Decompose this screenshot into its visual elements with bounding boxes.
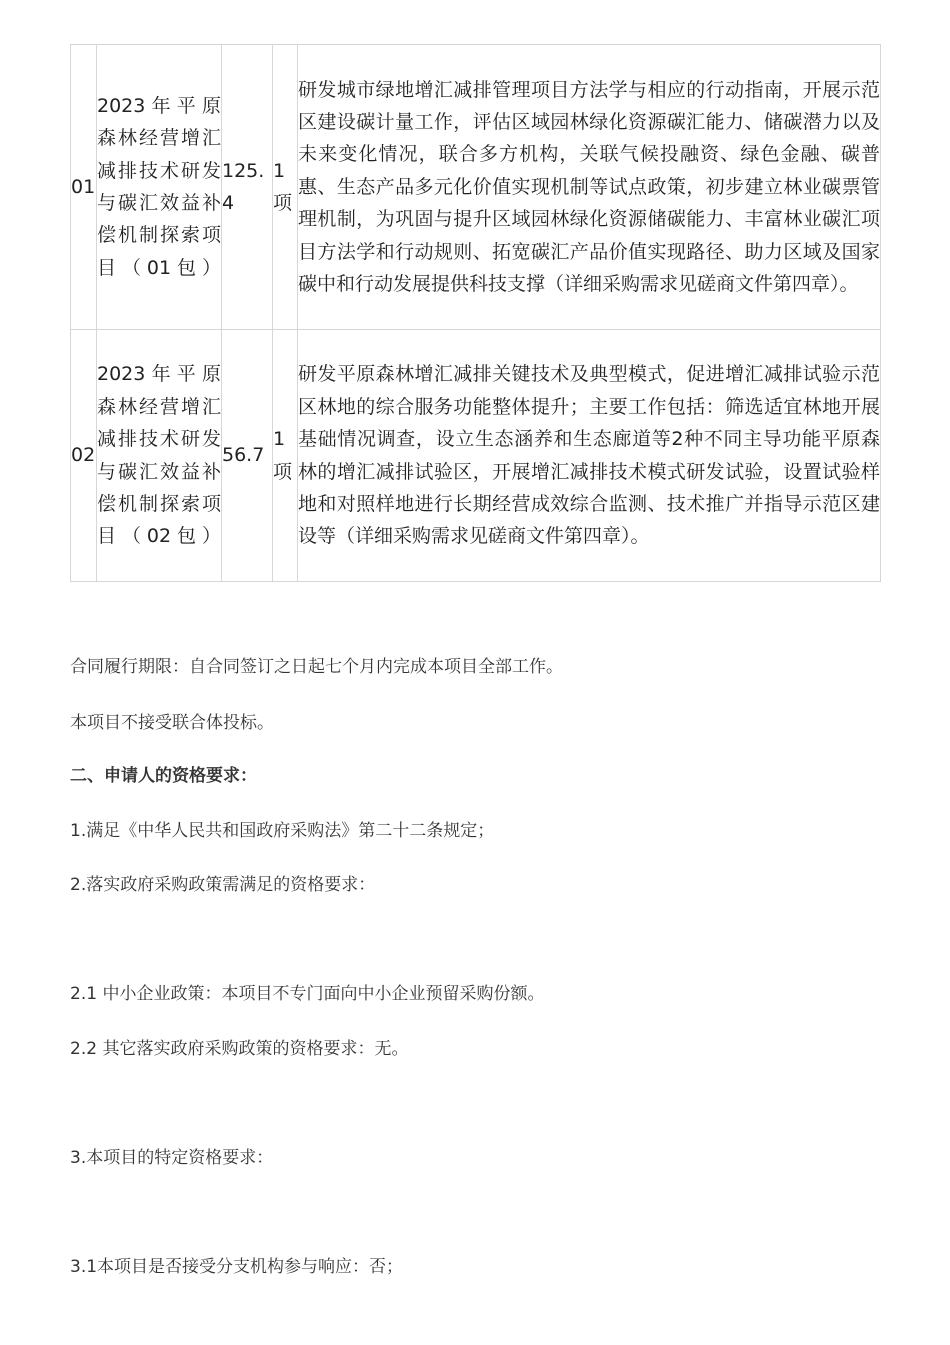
section-heading: 二、申请人的资格要求：: [70, 766, 257, 786]
requirement-2-1-text: 2.1 中小企业政策：本项目不专门面向中小企业预留采购份额。: [70, 984, 545, 1004]
project-name-cell: 2023年平原森林经营增汇减排技术研发与碳汇效益补偿机制探索项目（01包）: [97, 45, 222, 330]
requirement-1-text: 1.满足《中华人民共和国政府采购法》第二十二条规定；: [70, 821, 495, 841]
budget-amount-cell: 56.7: [222, 330, 273, 582]
project-name-cell: 2023年平原森林经营增汇减排技术研发与碳汇效益补偿机制探索项目（02包）: [97, 330, 222, 582]
requirement-3-1-text: 3.1本项目是否接受分支机构参与响应：否；: [70, 1257, 404, 1277]
requirement-description-cell: 研发平原森林增汇减排关键技术及典型模式，促进增汇减排试验示范区林地的综合服务功能整体提升；主要工作包括：筛选适宜林地开展基础情况调查，设立生态涵养和生态廊道等2种不同主导功能平原森林的增汇减排试验区，开展增汇减排技术模式研发试验，设置试验样地和对照样地进行长期经营成效综合监测、技术推广并指导示范区建设等（详细采购需求见磋商文件第四章）。: [298, 330, 881, 582]
table-row: [71, 330, 881, 582]
package-number-cell: 01: [71, 45, 97, 330]
package-number-cell: 02: [71, 330, 97, 582]
procurement-page: [70, 44, 881, 582]
quantity-cell: 1项: [273, 45, 298, 330]
requirement-3-text: 3.本项目的特定资格要求：: [70, 1148, 274, 1168]
no-consortium-text: 本项目不接受联合体投标。: [70, 713, 274, 733]
requirement-2-2-text: 2.2 其它落实政府采购政策的资格要求：无。: [70, 1039, 409, 1059]
quantity-cell: 1项: [273, 330, 298, 582]
requirement-2-text: 2.落实政府采购政策需满足的资格要求：: [70, 875, 376, 895]
procurement-items-table: [70, 44, 881, 582]
table-row: [71, 45, 881, 330]
budget-amount-cell: 125.4: [222, 45, 273, 330]
contract-period-text: 合同履行期限：自合同签订之日起七个月内完成本项目全部工作。: [70, 657, 563, 677]
requirement-description-cell: 研发城市绿地增汇减排管理项目方法学与相应的行动指南，开展示范区建设碳计量工作，评估区域园林绿化资源碳汇能力、储碳潜力以及未来变化情况，联合多方机构，关联气候投融资、绿色金融、碳普惠、生态产品多元化价值实现机制等试点政策，初步建立林业碳票管理机制，为巩固与提升区域园林绿化资源储碳能力、丰富林业碳汇项目方法学和行动规则、拓宽碳汇产品价值实现路径、助力区域及国家碳中和行动发展提供科技支撑（详细采购需求见磋商文件第四章）。: [298, 45, 881, 330]
